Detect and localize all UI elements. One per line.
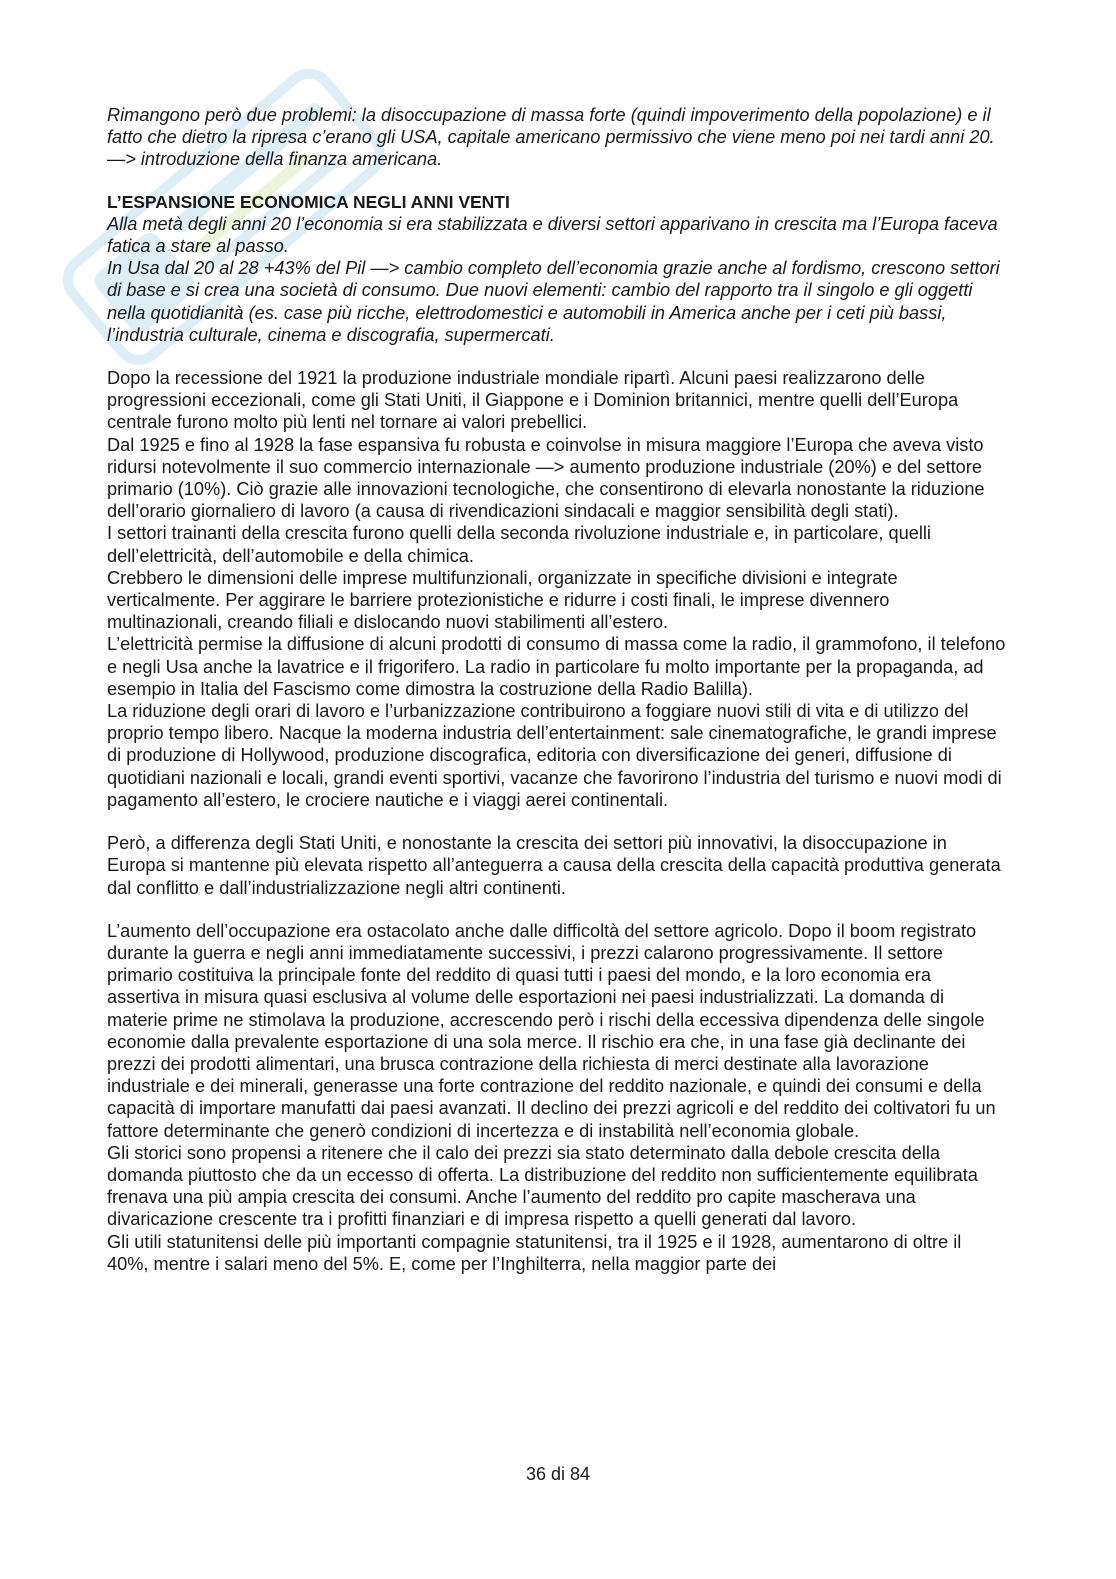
- body-paragraph: Però, a differenza degli Stati Uniti, e nonostante la crescita dei settori più innovativi, la disoccupazione in Europa si mantenne più elevata rispetto all’anteguerra a causa della crescita della capacità produttiva generata dal conflitto e dall’industrializzazione negli altri continenti.: [107, 833, 1001, 898]
- body-paragraph: L’aumento dell’occupazione era ostacolato anche dalle difficoltà del settore agricolo. Dopo il boom registrato durante la guerra e negli anni immediatamente successivi, i prezzi calarono progressivamente. Il settore primario costituiva la principale fonte del reddito di quasi tutti i paesi del mondo, e la loro economia era assertiva in misura quasi esclusiva al volume delle esportazioni nei paesi industrializzati. La domanda di materie prime ne stimolava la produzione, accrescendo però i rischi della eccessiva dipendenza delle singole economie dalla prevalente esportazione di una sola merce. Il rischio era che, in una fase già declinante dei prezzi dei prodotti alimentari, una brusca contrazione della richiesta di merci destinate alla lavorazione industriale e dei minerali, generasse una forte contrazione del reddito nazionale, e quindi dei consumi e della capacità di importare manufatti dai paesi avanzati. Il declino dei prezzi agricoli e del reddito dei coltivatori fu un fattore determinante che generò condizioni di incertezza e di instabilità nell’economia globale.: [107, 920, 996, 1141]
- body-paragraph: Dal 1925 e fino al 1928 la fase espansiva fu robusta e coinvolse in misura maggiore l’Europa che aveva visto ridursi notevolmente il suo commercio internazionale —> aumento produzione industriale (20%) e del settore primario (10%). Ciò grazie alle innovazioni tecnologiche, che consentirono di elevarla nonostante la riduzione dell’orario giornaliero di lavoro (a causa di rivendicazioni sindacali e maggior sensibilità degli stati).: [107, 434, 985, 522]
- document-page: [107, 104, 1007, 1275]
- body-paragraph: Dopo la recessione del 1921 la produzione industriale mondiale ripartì. Alcuni paesi realizzarono delle progressioni eccezionali, come gli Stati Uniti, il Giappone e i Dominion britannici, mentre quelli dell’Europa centrale furono molto più lenti nel tornare ai valori prebellici.: [107, 368, 959, 433]
- body-paragraph: La riduzione degli orari di lavoro e l’urbanizzazione contribuirono a foggiare nuovi stili di vita e di utilizzo del proprio tempo libero. Nacque la moderna industria dell’entertainment: sale cinematografiche, le grandi imprese di produzione di Hollywood, produzione discografica, editoria con diversificazione dei generi, diffusione di quotidiani nazionali e locali, grandi eventi sportivi, vacanze che favorirono l’industria del turismo e nuovi modi di pagamento all’estero, le crociere nautiche e i viaggi aerei continentali.: [107, 701, 1002, 810]
- italic-note: Alla metà degli anni 20 l’economia si era stabilizzata e diversi settori apparivano in crescita ma l’Europa faceva fatica a stare al passo.: [107, 213, 998, 257]
- body-paragraph: Crebbero le dimensioni delle imprese multifunzionali, organizzate in specifiche divisioni e integrate verticalmente. Per aggirare le barriere protezionistiche e ridurre i costi finali, le imprese divennero multinazionali, creando filiali e dislocando nuovi stabilimenti all’estero.: [107, 567, 898, 633]
- section-heading: L’ESPANSIONE ECONOMICA NEGLI ANNI VENTI: [107, 191, 510, 212]
- body-paragraph: I settori trainanti della crescita furono quelli della seconda rivoluzione industriale e, in particolare, quelli dell’elettricità, dell’automobile e della chimica.: [107, 523, 931, 566]
- page-number: 36 di 84: [525, 1464, 591, 1484]
- italic-note: In Usa dal 20 al 28 +43% del Pil —> cambio completo dell’economia grazie anche al fordismo, crescono settori di base e si crea una società di consumo. Due nuovi elementi: cambio del rapporto tra il singolo e gli oggetti nella quotidianità (es. case più ricche, elettrodomestici e automobili in America anche per i ceti più bassi, l’industria culturale, cinema e discografia, supermercati.: [107, 258, 1000, 345]
- intro-paragraph: Rimangono però due problemi: la disoccupazione di massa forte (quindi impoverimento della popolazione) e il fatto che dietro la ripresa c’erano gli USA, capitale americano permissivo che viene meno poi nei tardi anni 20. —> introduzione della finanza americana.: [107, 105, 995, 170]
- body-paragraph: Gli utili statunitensi delle più importanti compagnie statunitensi, tra il 1925 e il 1928, aumentarono di oltre il 40%, mentre i salari meno del 5%. E, come per l’Inghilterra, nella maggior parte dei: [107, 1231, 962, 1274]
- body-paragraph: L’elettricità permise la diffusione di alcuni prodotti di consumo di massa come la radio, il grammofono, il telefono e negli Usa anche la lavatrice e il frigorifero. La radio in particolare fu molto importante per la propaganda, ad esempio in Italia del Fascismo come dimostra la costruzione della Radio Balilla).: [107, 634, 1006, 699]
- body-paragraph: Gli storici sono propensi a ritenere che il calo dei prezzi sia stato determinato dalla debole crescita della domanda piuttosto che da un eccesso di offerta. La distribuzione del reddito non sufficientemente equilibrata frenava una più ampia crescita dei consumi. Anche l’aumento del reddito pro capite mascherava una divaricazione crescente tra i profitti finanziari e di impresa rispetto a quelli generati dal lavoro.: [107, 1142, 978, 1230]
